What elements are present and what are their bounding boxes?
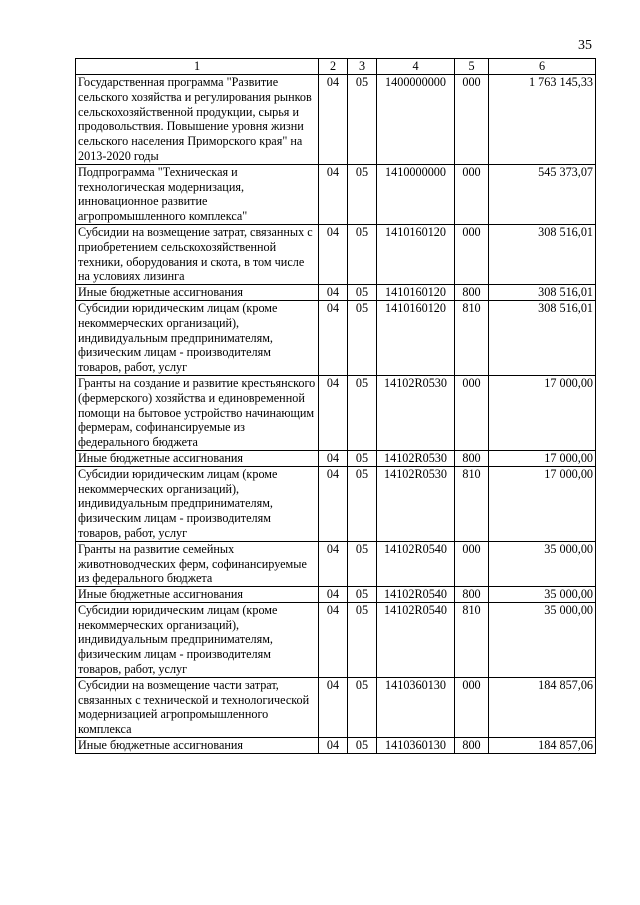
row-target-code: 14102R0530: [377, 450, 455, 466]
row-subsection: 05: [348, 541, 377, 586]
row-section: 04: [319, 602, 348, 677]
row-name: Субсидии на возмещение затрат, связанных с приобретением сельскохозяйственной техники, оборудования и скота, в том числе на условиях лизинга: [76, 224, 319, 284]
table-row: [76, 450, 596, 466]
row-expense-type: 800: [455, 587, 489, 603]
row-section: 04: [319, 285, 348, 301]
row-amount: 308 516,01: [489, 285, 596, 301]
row-target-code: 14102R0540: [377, 541, 455, 586]
row-amount: 35 000,00: [489, 602, 596, 677]
row-target-code: 1410360130: [377, 738, 455, 754]
row-expense-type: 810: [455, 466, 489, 541]
row-name: Гранты на создание и развитие крестьянского (фермерского) хозяйства и единовременной помощи на бытовое устройство начинающим фермерам, софинансируемые из федерального бюджета: [76, 375, 319, 450]
page-number: 35: [578, 38, 592, 53]
table-row: [76, 300, 596, 375]
row-name: Иные бюджетные ассигнования: [76, 587, 319, 603]
row-subsection: 05: [348, 300, 377, 375]
row-target-code: 1400000000: [377, 75, 455, 165]
budget-table: [75, 58, 596, 754]
row-expense-type: 800: [455, 285, 489, 301]
row-target-code: 14102R0530: [377, 466, 455, 541]
row-expense-type: 000: [455, 375, 489, 450]
table-row: [76, 677, 596, 737]
row-subsection: 05: [348, 224, 377, 284]
row-target-code: 1410160120: [377, 224, 455, 284]
row-amount: 17 000,00: [489, 450, 596, 466]
table-row: [76, 541, 596, 586]
header-cell: 2: [319, 59, 348, 75]
row-section: 04: [319, 466, 348, 541]
row-name: Субсидии юридическим лицам (кроме некоммерческих организаций), индивидуальным предпринимателям, физическим лицам - производителям товаров, работ, услуг: [76, 466, 319, 541]
row-expense-type: 800: [455, 738, 489, 754]
header-cell: 1: [76, 59, 319, 75]
row-expense-type: 800: [455, 450, 489, 466]
row-amount: 545 373,07: [489, 164, 596, 224]
row-target-code: 14102R0540: [377, 602, 455, 677]
row-expense-type: 000: [455, 541, 489, 586]
header-cell: 5: [455, 59, 489, 75]
row-target-code: 1410160120: [377, 300, 455, 375]
row-amount: 17 000,00: [489, 375, 596, 450]
row-section: 04: [319, 541, 348, 586]
row-amount: 35 000,00: [489, 541, 596, 586]
row-section: 04: [319, 75, 348, 165]
row-target-code: 1410160120: [377, 285, 455, 301]
row-subsection: 05: [348, 164, 377, 224]
row-target-code: 1410000000: [377, 164, 455, 224]
row-section: 04: [319, 375, 348, 450]
row-name: Иные бюджетные ассигнования: [76, 450, 319, 466]
header-cell: 3: [348, 59, 377, 75]
row-name: Субсидии юридическим лицам (кроме некоммерческих организаций), индивидуальным предпринимателям, физическим лицам - производителям товаров, работ, услуг: [76, 602, 319, 677]
table-row: [76, 285, 596, 301]
row-amount: 35 000,00: [489, 587, 596, 603]
row-expense-type: 000: [455, 224, 489, 284]
row-section: 04: [319, 587, 348, 603]
table-row: [76, 466, 596, 541]
row-section: 04: [319, 164, 348, 224]
table-row: [76, 375, 596, 450]
header-row: [76, 59, 596, 75]
row-name: Иные бюджетные ассигнования: [76, 285, 319, 301]
row-amount: 308 516,01: [489, 224, 596, 284]
row-expense-type: 810: [455, 602, 489, 677]
row-name: Государственная программа "Развитие сельского хозяйства и регулирования рынков сельскохозяйственной продукции, сырья и продовольствия. Повышение уровня жизни сельского населения Приморского края" на 2013-2020 годы: [76, 75, 319, 165]
table-row: [76, 602, 596, 677]
row-subsection: 05: [348, 375, 377, 450]
row-amount: 1 763 145,33: [489, 75, 596, 165]
row-name: Подпрограмма "Техническая и технологическая модернизация, инновационное развитие агропромышленного комплекса": [76, 164, 319, 224]
row-expense-type: 000: [455, 164, 489, 224]
row-section: 04: [319, 738, 348, 754]
row-name: Иные бюджетные ассигнования: [76, 738, 319, 754]
row-subsection: 05: [348, 587, 377, 603]
row-name: Гранты на развитие семейных животноводческих ферм, софинансируемые из федерального бюджета: [76, 541, 319, 586]
table-row: [76, 738, 596, 754]
row-amount: 184 857,06: [489, 738, 596, 754]
row-subsection: 05: [348, 677, 377, 737]
row-amount: 308 516,01: [489, 300, 596, 375]
row-section: 04: [319, 450, 348, 466]
row-section: 04: [319, 300, 348, 375]
row-subsection: 05: [348, 450, 377, 466]
row-expense-type: 810: [455, 300, 489, 375]
row-target-code: 14102R0530: [377, 375, 455, 450]
row-section: 04: [319, 224, 348, 284]
row-section: 04: [319, 677, 348, 737]
row-target-code: 14102R0540: [377, 587, 455, 603]
row-subsection: 05: [348, 466, 377, 541]
header-cell: 6: [489, 59, 596, 75]
row-subsection: 05: [348, 602, 377, 677]
header-cell: 4: [377, 59, 455, 75]
row-name: Субсидии на возмещение части затрат, связанных с технической и технологической модернизацией агропромышленного комплекса: [76, 677, 319, 737]
row-amount: 184 857,06: [489, 677, 596, 737]
row-expense-type: 000: [455, 677, 489, 737]
row-subsection: 05: [348, 285, 377, 301]
table-row: [76, 224, 596, 284]
table-row: [76, 164, 596, 224]
row-subsection: 05: [348, 75, 377, 165]
row-target-code: 1410360130: [377, 677, 455, 737]
row-name: Субсидии юридическим лицам (кроме некоммерческих организаций), индивидуальным предпринимателям, физическим лицам - производителям товаров, работ, услуг: [76, 300, 319, 375]
row-amount: 17 000,00: [489, 466, 596, 541]
table-row: [76, 587, 596, 603]
row-subsection: 05: [348, 738, 377, 754]
table-row: [76, 75, 596, 165]
row-expense-type: 000: [455, 75, 489, 165]
